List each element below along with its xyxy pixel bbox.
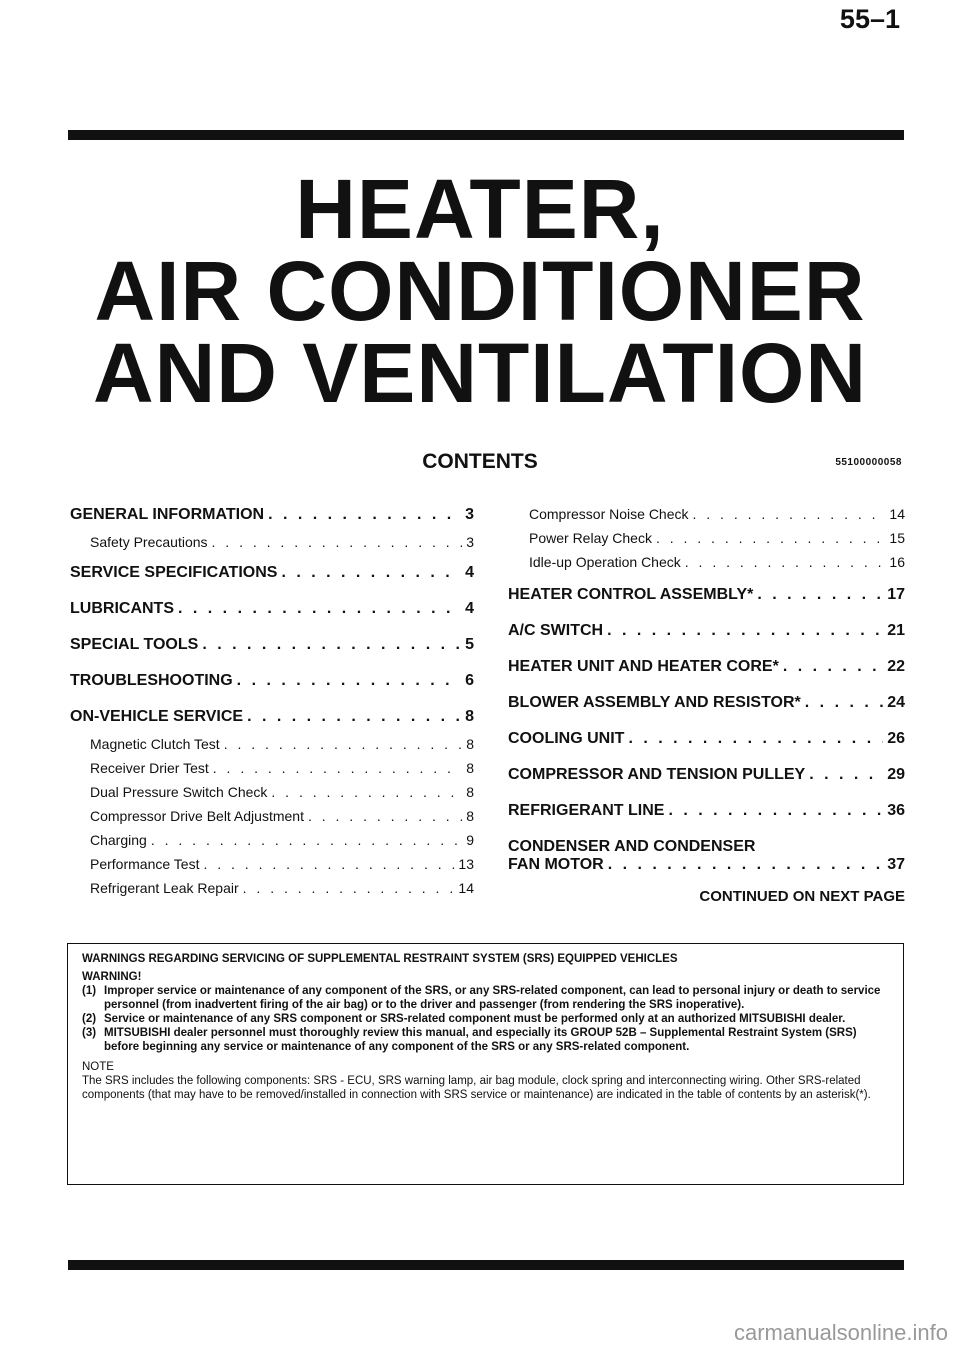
toc-leader-dots (237, 672, 461, 690)
toc-entry (508, 658, 905, 676)
warning-item-number: (3) (82, 1027, 97, 1039)
toc-entry-label: Dual Pressure Switch Check (90, 784, 268, 800)
warning-item-text: Service or maintenance of any SRS component or SRS-related component must be performed only at an authorized MITSUBISHI dealer. (104, 1013, 846, 1025)
toc-entry-label-line2: FAN MOTOR (508, 856, 604, 873)
toc-leader-dots (783, 658, 883, 676)
toc-entry-label: Compressor Noise Check (529, 506, 689, 522)
top-rule (68, 130, 904, 140)
toc-entry-page: 5 (465, 636, 474, 653)
title-line-2: AIR CONDITIONER (94, 244, 866, 338)
warning-list (82, 984, 891, 1054)
toc-entry-page: 8 (466, 784, 474, 800)
warning-item-text: Improper service or maintenance of any component of the SRS, or any SRS-related component, can lead to personal injury or death to service personnel (from inadvertent firing of the air bag) or to the driver and passenger (from rendering the SRS inoperative). (104, 985, 881, 1011)
toc-entry-label: LUBRICANTS (70, 600, 174, 617)
toc-entry-page: 8 (465, 708, 474, 725)
toc-entry (508, 694, 905, 712)
toc-entry-label: Refrigerant Leak Repair (90, 880, 239, 896)
toc-entry-page: 24 (887, 694, 905, 711)
toc-entry-label: Safety Precautions (90, 534, 208, 550)
bottom-rule (68, 1260, 904, 1270)
toc-entry (70, 600, 474, 618)
page-number: 55–1 (839, 4, 900, 34)
document-code: 55100000058 (835, 457, 902, 468)
toc-entry-label: Power Relay Check (529, 530, 652, 546)
toc-entry-label: Compressor Drive Belt Adjustment (90, 808, 304, 824)
toc-entry (70, 564, 474, 582)
warning-label: WARNING! (82, 971, 142, 983)
note-label: NOTE (82, 1061, 114, 1073)
toc-entry-page: 4 (465, 600, 474, 617)
title-line-3: AND VENTILATION (92, 326, 868, 420)
toc-entry-label: SERVICE SPECIFICATIONS (70, 564, 278, 581)
toc-entry (70, 760, 474, 776)
toc-entry-page: 37 (887, 856, 905, 873)
toc-entry-page: 4 (465, 564, 474, 581)
toc-leader-dots (203, 856, 454, 872)
toc-leader-dots (805, 694, 883, 712)
toc-entry-label: Charging (90, 832, 147, 848)
toc-entry-page: 13 (458, 856, 474, 872)
toc-left-column (70, 506, 474, 896)
toc-entry-label: Idle-up Operation Check (529, 554, 681, 570)
toc-entry-page: 14 (889, 506, 905, 522)
toc-leader-dots (213, 760, 462, 776)
toc-entry-page: 8 (466, 808, 474, 824)
toc-entry-page: 8 (466, 760, 474, 776)
toc-entry-label-line1: CONDENSER AND CONDENSER (508, 838, 756, 855)
title-line-1: HEATER, (295, 162, 665, 256)
toc-leader-dots (212, 534, 463, 550)
toc-entry-label: Magnetic Clutch Test (90, 736, 220, 752)
toc-entry (508, 554, 905, 570)
toc-entry-page: 6 (465, 672, 474, 689)
toc-entry-label: HEATER UNIT AND HEATER CORE* (508, 658, 779, 675)
toc-entry (70, 672, 474, 690)
warning-item-number: (1) (82, 985, 97, 997)
toc-entry-label: GENERAL INFORMATION (70, 506, 265, 523)
toc-entry-label: HEATER CONTROL ASSEMBLY* (508, 586, 754, 603)
toc-leader-dots (224, 736, 463, 752)
toc-leader-dots (308, 808, 462, 824)
toc-entry-page: 17 (887, 586, 905, 603)
toc-entry (508, 506, 905, 522)
toc-entry-label: SPECIAL TOOLS (70, 636, 199, 653)
toc-entry (508, 766, 905, 784)
toc-leader-dots (685, 554, 886, 570)
toc-leader-dots (151, 832, 462, 848)
toc-entry (70, 636, 474, 654)
toc-entry (508, 622, 905, 640)
toc-entry-multiline (508, 838, 905, 874)
toc-right-column (508, 506, 905, 905)
toc-entry (508, 856, 905, 874)
toc-entry-page: 21 (887, 622, 905, 639)
toc-entry (508, 730, 905, 748)
toc-leader-dots (693, 506, 886, 522)
toc-entry-label: Receiver Drier Test (90, 760, 209, 776)
srs-warning-box (67, 943, 904, 1185)
toc-entry (70, 736, 474, 752)
warning-item-text: MITSUBISHI dealer personnel must thoroughly review this manual, and especially its GROUP 52B – Supplemental Restraint System (SRS) before beginning any service or maintenance of any component of the SRS or any SRS-related component. (104, 1027, 857, 1053)
toc-entry-page: 15 (889, 530, 905, 546)
page-title (0, 162, 960, 420)
warning-item (82, 1012, 891, 1026)
toc-entry (70, 708, 474, 726)
toc-entry (70, 534, 474, 550)
warning-item-number: (2) (82, 1013, 97, 1025)
toc-leader-dots (656, 530, 885, 546)
toc-entry (70, 832, 474, 848)
toc-entry-label: COMPRESSOR AND TENSION PULLEY (508, 766, 806, 783)
toc-entry-page: 22 (887, 658, 905, 675)
toc-entry-page: 26 (887, 730, 905, 747)
toc-leader-dots (178, 600, 461, 618)
toc-entry (508, 586, 905, 604)
warning-item (82, 1026, 891, 1054)
toc-leader-dots (628, 730, 883, 748)
note-text: The SRS includes the following components: SRS - ECU, SRS warning lamp, air bag module, clock spring and interconnecting wiring. Other SRS-related components (that may have to be removed/installed in connection with SRS service or maintenance) are indicated in the table of contents by an asterisk(*). (82, 1075, 871, 1101)
continued-note: CONTINUED ON NEXT PAGE (699, 888, 905, 905)
toc-entry (508, 802, 905, 820)
toc-leader-dots (202, 636, 461, 654)
toc-entry-label: TROUBLESHOOTING (70, 672, 233, 689)
toc-leader-dots (281, 564, 461, 582)
toc-entry-page: 36 (887, 802, 905, 819)
toc-entry (70, 808, 474, 824)
toc-leader-dots (809, 766, 883, 784)
toc-leader-dots (247, 708, 461, 726)
toc-entry-label: BLOWER ASSEMBLY AND RESISTOR* (508, 694, 801, 711)
toc-leader-dots (607, 622, 883, 640)
toc-entry (70, 784, 474, 800)
toc-entry-label: A/C SWITCH (508, 622, 604, 639)
toc-entry (508, 530, 905, 546)
warning-heading: WARNINGS REGARDING SERVICING OF SUPPLEMENTAL RESTRAINT SYSTEM (SRS) EQUIPPED VEHICLES (82, 953, 678, 965)
toc-entry-page: 16 (889, 554, 905, 570)
toc-leader-dots (271, 784, 462, 800)
toc-leader-dots (243, 880, 455, 896)
toc-entry-label: COOLING UNIT (508, 730, 625, 747)
toc-entry-page: 14 (458, 880, 474, 896)
toc-leader-dots (757, 586, 883, 604)
toc-entry-label: REFRIGERANT LINE (508, 802, 665, 819)
toc-entry (70, 856, 474, 872)
toc-entry-label: Performance Test (90, 856, 200, 872)
toc-entry (70, 880, 474, 896)
toc-entry (70, 506, 474, 524)
toc-entry-page: 8 (466, 736, 474, 752)
watermark: carmanualsonline.info (733, 1320, 948, 1345)
toc-entry-page: 9 (466, 832, 474, 848)
toc-leader-dots (668, 802, 883, 820)
toc-leader-dots (608, 856, 884, 874)
toc-entry-label: ON-VEHICLE SERVICE (70, 708, 244, 725)
toc-entry-page: 29 (887, 766, 905, 783)
warning-item (82, 984, 891, 1012)
toc-entry-page: 3 (465, 506, 474, 523)
toc-entry-page: 3 (466, 534, 474, 550)
toc-leader-dots (268, 506, 461, 524)
contents-heading: CONTENTS (422, 450, 538, 473)
